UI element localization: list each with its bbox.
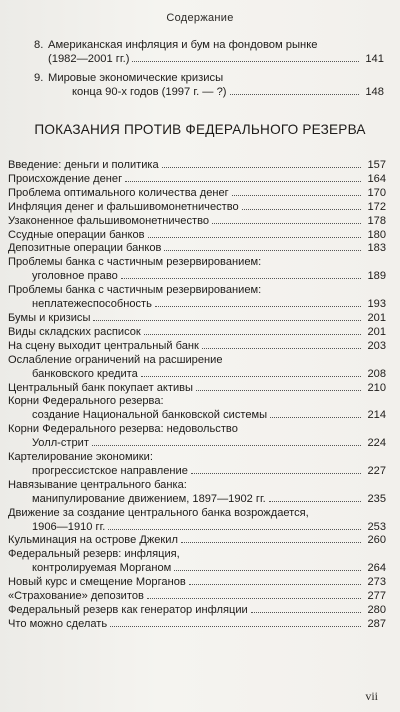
toc-entry-line (8, 201, 386, 215)
toc-entry-title-continuation: контролируемая Морганом (32, 562, 172, 575)
toc-entry-title: Новый курс и смещение Морганов (8, 576, 186, 589)
toc-entry-title: Федеральный резерв: инфляция, (8, 548, 180, 561)
toc-entry-continuation (8, 493, 386, 507)
toc-entry (8, 618, 386, 632)
toc-entry-line (8, 534, 386, 548)
toc-entry-title: Ссудные операции банков (8, 228, 145, 241)
toc-entry-title-continuation: прогрессистское направление (32, 464, 188, 477)
toc-page-number: 277 (367, 590, 386, 603)
toc-entry (8, 576, 386, 590)
toc-page-number: 180 (367, 228, 386, 241)
toc-entry-continuation (8, 368, 386, 382)
dot-leader (110, 626, 361, 627)
toc-page-number: 141 (365, 53, 384, 65)
toc-entry (8, 507, 386, 535)
toc-page-number: 164 (367, 172, 386, 185)
toc-page-number: 148 (365, 86, 384, 98)
dot-leader (92, 445, 361, 446)
toc-entry-title: Федеральный резерв как генератор инфляции (8, 604, 248, 616)
dot-leader (155, 306, 361, 307)
toc-entry-title-continuation: манипулирование движением, 1897—1902 гг. (32, 492, 266, 505)
toc-entry-title: Картелирование экономики: (8, 451, 153, 464)
dot-leader (121, 278, 361, 279)
toc-chapter-item (34, 71, 384, 99)
dot-leader (125, 181, 361, 182)
toc-chapter-subtitle: конца 90-х годов (1997 г. — ?) (72, 86, 227, 98)
toc-entry-title: Введение: деньги и политика (8, 159, 159, 171)
toc-entry (8, 423, 386, 451)
toc-entry-line (8, 173, 386, 187)
toc-entry-title: Узаконенное фальшивомонетничество (8, 214, 210, 227)
toc-entry-line (8, 215, 386, 229)
toc-page-number: 178 (367, 214, 386, 227)
toc-entry (8, 479, 386, 507)
toc-entry-line (8, 312, 386, 326)
toc-entry-line (8, 159, 386, 173)
toc-entry-line (8, 229, 386, 243)
dot-leader (132, 61, 359, 62)
toc-entry-title: Ослабление ограничений на расширение (8, 353, 223, 366)
toc-page-number: 287 (367, 617, 386, 630)
toc-entry-line (8, 590, 386, 604)
toc-entry-continuation (8, 562, 386, 576)
toc-page-number: 273 (367, 576, 386, 589)
toc-page-number: 227 (367, 464, 386, 477)
dot-leader (202, 348, 361, 349)
toc-entry-title: Корни Федерального резерва: (8, 395, 164, 408)
toc-chapter-continuation-line (34, 85, 384, 99)
toc-entry-title-continuation: неплатежеспособность (32, 298, 152, 311)
toc-entry (8, 534, 386, 548)
dot-leader (93, 320, 361, 321)
toc-entry-title: Что можно сделать (8, 617, 108, 630)
dot-leader (162, 167, 361, 168)
toc-entry-title: Кульминация на острове Джекил (8, 534, 178, 547)
toc-entry-line (8, 576, 386, 590)
toc-page-number: 214 (367, 409, 386, 422)
toc-page-number: 193 (367, 298, 386, 311)
toc-entry-title: Проблема оптимального количества денег (8, 186, 229, 199)
toc-entry (8, 395, 386, 423)
dot-leader (181, 542, 361, 543)
toc-entry (8, 173, 386, 187)
toc-page-number: 170 (367, 186, 386, 199)
toc-entry (8, 590, 386, 604)
dot-leader (164, 250, 361, 251)
toc-page-number: 253 (367, 520, 386, 533)
toc-page-number: 280 (367, 604, 386, 616)
dot-leader (108, 529, 361, 530)
dot-leader (269, 501, 361, 502)
toc-chapter-title: Американская инфляция и бум на фондовом рынке (48, 39, 318, 51)
toc-entry (8, 201, 386, 215)
toc-page-number: 203 (367, 339, 386, 352)
toc-entry (8, 284, 386, 312)
toc-entry (8, 604, 386, 618)
toc-chapter-number: 9. (34, 72, 44, 84)
toc-entry-continuation (8, 521, 386, 535)
toc-entry (8, 159, 386, 173)
toc-entry-title: На сцену выходит центральный банк (8, 339, 199, 352)
toc-entry-line (8, 187, 386, 201)
toc-entry-title: Происхождение денег (8, 172, 123, 185)
toc-entry-title: Корни Федерального резерва: недовольство (8, 423, 238, 436)
toc-entry-title: Инфляция денег и фальшивомонетничество (8, 200, 239, 213)
toc-page-number: 201 (367, 311, 386, 324)
toc-entry-title: «Страхование» депозитов (8, 590, 144, 603)
toc-entry (8, 382, 386, 396)
toc-page-number: 172 (367, 200, 386, 213)
dot-leader (251, 612, 361, 613)
dot-leader (270, 417, 361, 418)
toc-entry-continuation (8, 270, 386, 284)
toc-chapter-subtitle: (1982—2001 гг.) (48, 53, 130, 65)
toc-entry (8, 326, 386, 340)
dot-leader (141, 376, 361, 377)
toc-chapter-title-line (34, 38, 384, 52)
dot-leader (144, 334, 361, 335)
toc-entry-continuation (8, 465, 386, 479)
continued-chapter-list (34, 38, 384, 104)
toc-page-number: 224 (367, 437, 386, 450)
toc-entry (8, 451, 386, 479)
toc-entry-title-continuation: уголовное право (32, 270, 118, 283)
toc-entry (8, 256, 386, 284)
toc-page-number: 260 (367, 534, 386, 547)
toc-chapter-item (34, 38, 384, 66)
dot-leader (189, 584, 361, 585)
dot-leader (174, 570, 361, 571)
dot-leader (230, 94, 359, 95)
toc-entry-title: Виды складских расписок (8, 325, 141, 338)
section-title: ПОКАЗАНИЯ ПРОТИВ ФЕДЕРАЛЬНОГО РЕЗЕРВА (34, 122, 366, 137)
toc-page-number: 201 (367, 325, 386, 338)
toc-entry-title-continuation: 1906—1910 гг. (32, 520, 106, 533)
toc-page-number: 235 (367, 492, 386, 505)
toc-page-number: 210 (367, 381, 386, 394)
toc-page-number: 264 (367, 562, 386, 575)
toc-page-number: 189 (367, 270, 386, 283)
toc-entry (8, 242, 386, 256)
running-head: Содержание (166, 12, 234, 24)
toc-chapter-title: Мировые экономические кризисы (48, 72, 224, 84)
dot-leader (212, 223, 361, 224)
toc-entry (8, 354, 386, 382)
toc-entry (8, 548, 386, 576)
toc-entry (8, 312, 386, 326)
toc-page-number: 183 (367, 242, 386, 255)
dot-leader (147, 598, 361, 599)
toc-page-number: 157 (367, 159, 386, 171)
toc-entry-title-continuation: банковского кредита (32, 367, 138, 380)
toc-chapter-continuation-line (34, 52, 384, 66)
toc-entry-line (8, 382, 386, 396)
dot-leader (148, 237, 361, 238)
toc-entry-line (8, 618, 386, 632)
toc-entry (8, 215, 386, 229)
toc-entry (8, 229, 386, 243)
toc-entry-title: Проблемы банка с частичным резервированием: (8, 284, 262, 297)
dot-leader (232, 195, 361, 196)
dot-leader (196, 390, 361, 391)
toc-entry-continuation (8, 437, 386, 451)
toc-entry-line (8, 340, 386, 354)
toc-list (8, 159, 386, 632)
toc-entry-title: Проблемы банка с частичным резервированием: (8, 256, 262, 269)
toc-entry-line (8, 326, 386, 340)
toc-entry (8, 187, 386, 201)
toc-entry (8, 340, 386, 354)
toc-entry-title: Депозитные операции банков (8, 242, 162, 255)
toc-entry-line (8, 242, 386, 256)
toc-entry-line (8, 604, 386, 618)
toc-entry-title-continuation: Уолл-стрит (32, 437, 89, 450)
toc-chapter-title-line (34, 71, 384, 85)
toc-entry-title: Навязывание центрального банка: (8, 478, 187, 491)
toc-entry-title-continuation: создание Национальной банковской системы (32, 409, 268, 422)
toc-entry-title: Центральный банк покупает активы (8, 381, 194, 394)
dot-leader (191, 473, 361, 474)
page-number: vii (365, 689, 378, 703)
toc-entry-continuation (8, 298, 386, 312)
toc-entry-continuation (8, 409, 386, 423)
toc-chapter-number: 8. (34, 39, 44, 51)
toc-entry-title: Бумы и кризисы (8, 311, 91, 324)
toc-entry-title: Движение за создание центрального банка возрождается, (8, 506, 309, 519)
toc-page-number: 208 (367, 367, 386, 380)
dot-leader (242, 209, 361, 210)
